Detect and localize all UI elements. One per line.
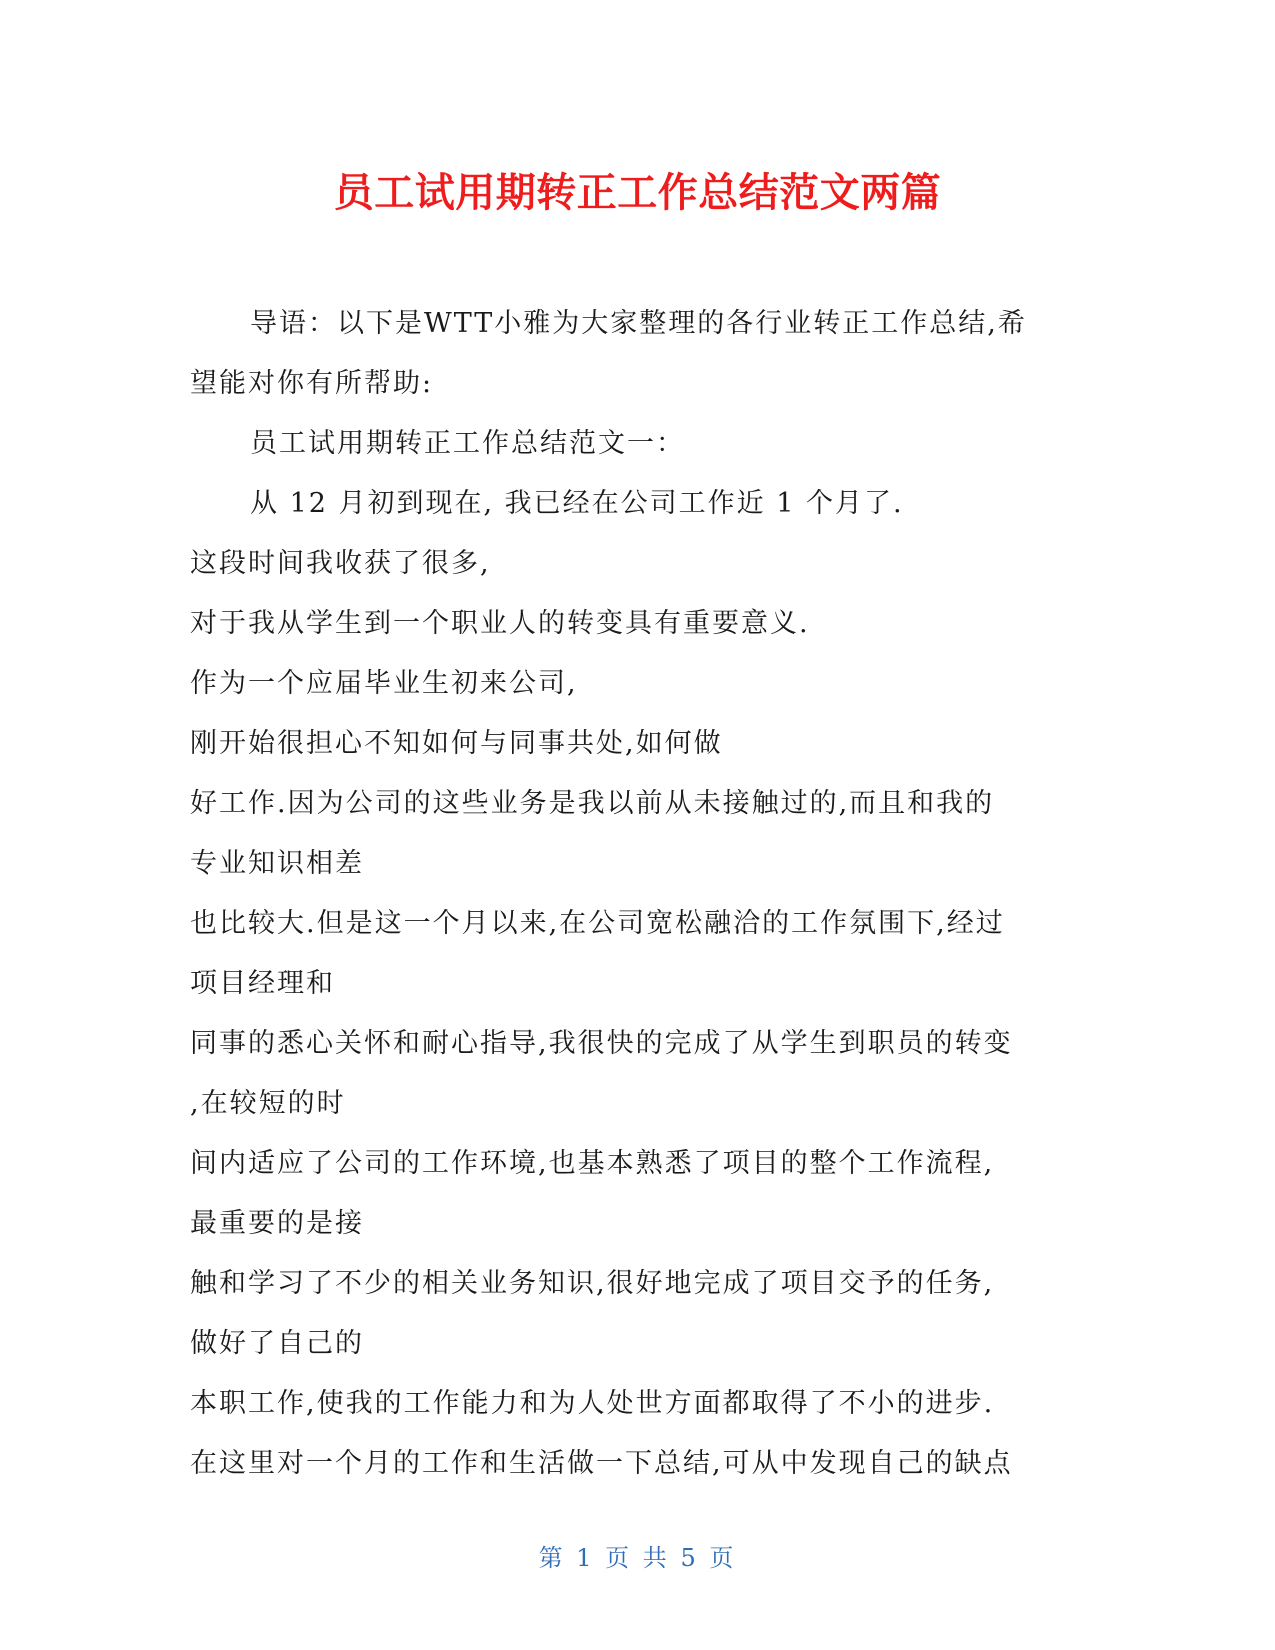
body-text-line: 导语：以下是WTT小雅为大家整理的各行业转正工作总结,希 bbox=[250, 308, 1027, 339]
body-text-line: 在这里对一个月的工作和生活做一下总结,可从中发现自己的缺点 bbox=[190, 1448, 1013, 1479]
body-text-line: 刚开始很担心不知如何与同事共处,如何做 bbox=[190, 728, 723, 759]
body-text-line: 作为一个应届毕业生初来公司, bbox=[190, 668, 578, 699]
body-text-line: 从 12 月初到现在, 我已经在公司工作近 1 个月了. bbox=[250, 488, 904, 519]
body-text-line: 间内适应了公司的工作环境,也基本熟悉了项目的整个工作流程, bbox=[190, 1148, 995, 1179]
body-text-line: ,在较短的时 bbox=[190, 1088, 346, 1119]
body-text-line: 本职工作,使我的工作能力和为人处世方面都取得了不小的进步. bbox=[190, 1388, 995, 1419]
body-text-line: 专业知识相差 bbox=[190, 848, 364, 879]
document-body bbox=[190, 294, 1090, 1494]
body-text-line: 同事的悉心关怀和耐心指导,我很快的完成了从学生到职员的转变 bbox=[190, 1028, 1013, 1059]
body-text-line: 这段时间我收获了很多, bbox=[190, 548, 491, 579]
body-text-line: 项目经理和 bbox=[190, 968, 335, 999]
body-text-line: 也比较大.但是这一个月以来,在公司宽松融洽的工作氛围下,经过 bbox=[190, 908, 1005, 939]
body-text-line: 触和学习了不少的相关业务知识,很好地完成了项目交予的任务, bbox=[190, 1268, 995, 1299]
body-text-line: 最重要的是接 bbox=[190, 1208, 364, 1239]
body-text-line: 对于我从学生到一个职业人的转变具有重要意义. bbox=[190, 608, 810, 639]
body-text-line: 做好了自己的 bbox=[190, 1328, 364, 1359]
document-title: 员工试用期转正工作总结范文两篇 bbox=[333, 170, 942, 216]
body-text-line: 望能对你有所帮助: bbox=[190, 368, 434, 399]
body-text-line: 好工作.因为公司的这些业务是我以前从未接触过的,而且和我的 bbox=[190, 788, 995, 819]
body-text-line: 员工试用期转正工作总结范文一： bbox=[250, 428, 685, 459]
page-number-footer: 第 1 页 共 5 页 bbox=[538, 1544, 737, 1572]
